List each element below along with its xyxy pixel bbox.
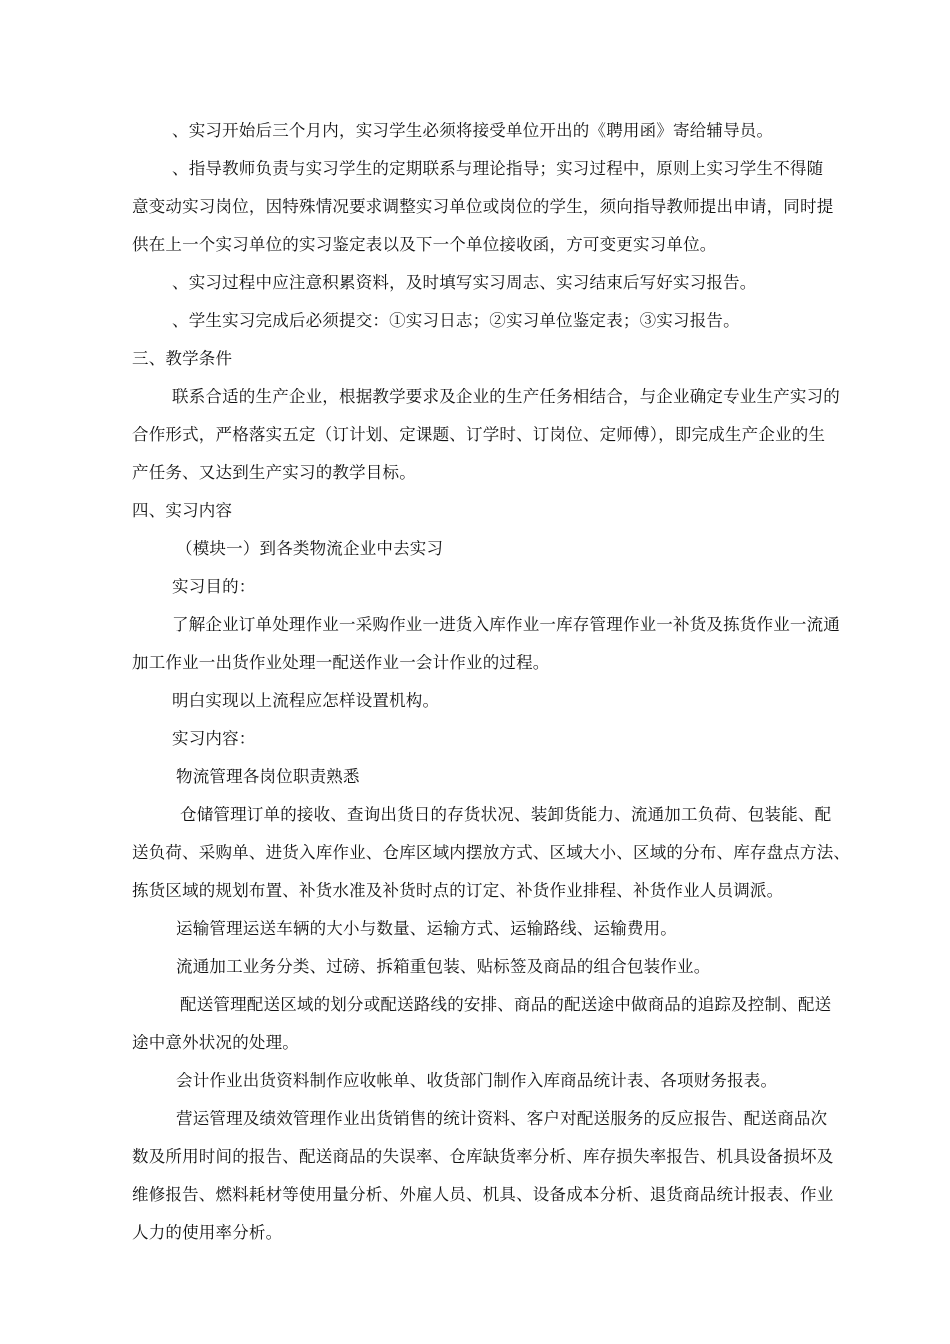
paragraph-line: 维修报告、燃料耗材等使用量分析、外雇人员、机具、设备成本分析、退货商品统计报表、作业: [132, 1185, 834, 1204]
paragraph-line: 数及所用时间的报告、配送商品的失误率、仓库缺货率分析、库存损失率报告、机具设备损坏及: [132, 1147, 834, 1166]
paragraph-line: 合作形式，严格落实五定（订计划、定课题、订学时、订岗位、定师傅），即完成生产企业的生: [132, 425, 826, 444]
paragraph-line: 、学生实习完成后必须提交：①实习日志；②实习单位鉴定表；③实习报告。: [172, 311, 740, 330]
paragraph-line: 送负荷、采购单、进货入库作业、仓库区域内摆放方式、区域大小、区域的分布、库存盘点方法、: [132, 843, 851, 862]
paragraph-line: 配送管理配送区域的划分或配送路线的安排、商品的配送途中做商品的追踪及控制、配送: [180, 995, 832, 1014]
paragraph-line: 、实习开始后三个月内，实习学生必须将接受单位开出的《聘用函》寄给辅导员。: [172, 121, 774, 140]
paragraph-line: 意变动实习岗位，因特殊情况要求调整实习单位或岗位的学生，须向指导教师提出申请，同时提: [132, 197, 834, 216]
paragraph-line: 物流管理各岗位职责熟悉: [176, 767, 360, 786]
paragraph-line: 流通加工业务分类、过磅、拆箱重包装、贴标签及商品的组合包装作业。: [176, 957, 711, 976]
paragraph-line: 了解企业订单处理作业一采购作业一进货入库作业一库存管理作业一补货及拣货作业一流通: [172, 615, 840, 634]
paragraph-line: 供在上一个实习单位的实习鉴定表以及下一个单位接收函，方可变更实习单位。: [132, 235, 717, 254]
paragraph-line: 拣货区域的规划布置、补货水准及补货时点的订定、补货作业排程、补货作业人员调派。: [132, 881, 784, 900]
section-heading: 三、教学条件: [132, 349, 233, 368]
paragraph-line: 营运管理及绩效管理作业出货销售的统计资料、客户对配送服务的反应报告、配送商品次: [176, 1109, 828, 1128]
paragraph-line: 运输管理运送车辆的大小与数量、运输方式、运输路线、运输费用。: [176, 919, 677, 938]
paragraph-line: 人力的使用率分析。: [132, 1223, 283, 1242]
module-heading: （模块一）到各类物流企业中去实习: [176, 539, 444, 558]
paragraph-line: 加工作业一出货作业处理一配送作业一会计作业的过程。: [132, 653, 550, 672]
paragraph-line: 会计作业出货资料制作应收帐单、收货部门制作入库商品统计表、各项财务报表。: [176, 1071, 778, 1090]
paragraph-line: 途中意外状况的处理。: [132, 1033, 299, 1052]
paragraph-line: 实习内容：: [172, 729, 256, 748]
paragraph-line: 明白实现以上流程应怎样设置机构。: [172, 691, 440, 710]
paragraph-line: 、实习过程中应注意积累资料，及时填写实习周志、实习结束后写好实习报告。: [172, 273, 757, 292]
paragraph-line: 联系合适的生产企业，根据教学要求及企业的生产任务相结合，与企业确定专业生产实习的: [172, 387, 840, 406]
paragraph-line: 实习目的：: [172, 577, 256, 596]
paragraph-line: 仓储管理订单的接收、查询出货日的存货状况、装卸货能力、流通加工负荷、包装能、配: [180, 805, 832, 824]
paragraph-line: 产任务、又达到生产实习的教学目标。: [132, 463, 416, 482]
section-heading: 四、实习内容: [132, 501, 233, 520]
paragraph-line: 、指导教师负责与实习学生的定期联系与理论指导；实习过程中，原则上实习学生不得随: [172, 159, 824, 178]
